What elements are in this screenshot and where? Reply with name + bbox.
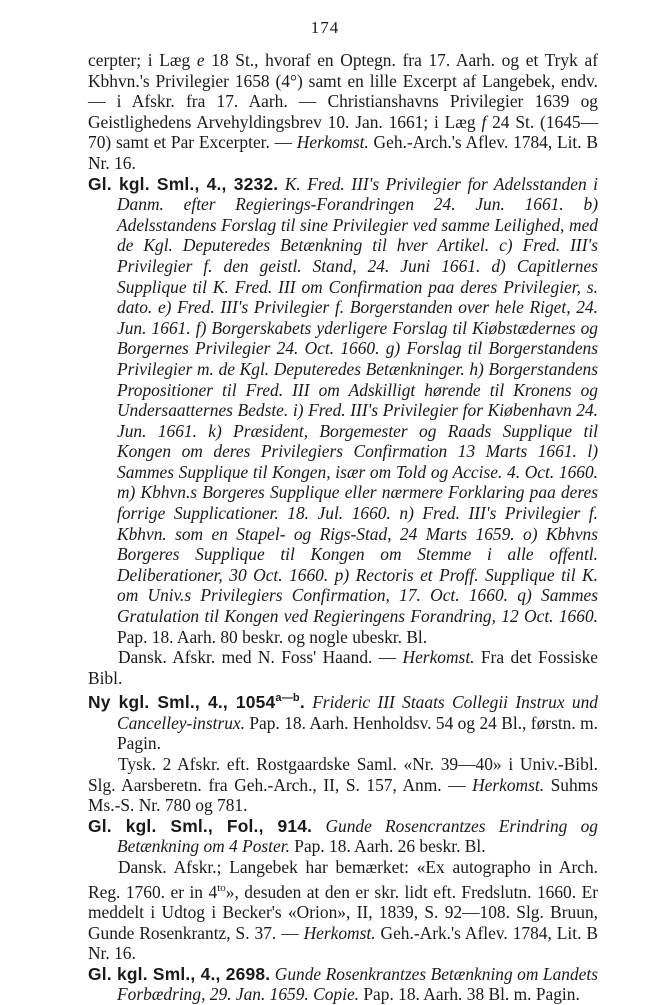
entry-heading: Gl. kgl. Sml., 4., 3232. <box>88 173 279 194</box>
entry-note: Suhms Ms.-S. Nr. 780 og 781. <box>88 774 598 816</box>
entry-2698 <box>88 964 598 1005</box>
herkomst-label: Herkomst. <box>402 647 475 668</box>
entry-description: Pap. 18. Aarh. Henholdsv. 54 og 24 Bl., førstn. m. Pagin. <box>117 712 598 754</box>
entry-title: K. Fred. III's Privilegier for Adelsstanden i Danm. efter Regierings-Forandringen 24. Jun. 1661. b) Adelsstandens Forslag til sine Privilegier ved samme Leilighed, med de Kgl. Deputeredes Betænkning til hver Artikel. c) Fred. III's Privilegier f. den geistl. Stand, 24. Juni 1661. d) Capitlernes Supplique til K. Fred. III om Confirmation paa deres Privilegier, s. dato. e) Fred. III's Privilegier f. Borgerstanden over hele Riget, 24. Jun. 1661. f) Borgerskabets yderligere Forslag til Kiøbstædernes og Borgernes Privilegier 24. Oct. 1660. g) Forslag til Borgerstandens Privilegier m. de Kgl. Deputeredes Betænkninger. h) Borgerstandens Propositioner til Fred. III om Adskilligt hørende til Kronens og Undersaatternes Bedste. i) Fred. III's Privilegier for Kiøbenhavn 24. Jun. 1661. k) Præsident, Borgemester og Raads Supplique til Kongen om deres Privilegiers Confirmation 13 Marts 1661. l) Sammes Supplique til Kongen, især om Told og Accise. 4. Oct. 1660. m) Kbhvn.s Borgeres Supplique eller nærmere Forklaring paa deres forrige Supplicationer. 18. Jul. 1660. n) Fred. III's Privilegier f. Kbhvn. som en Stapel- og Rigs-Stad, 24 Marts 1659. o) Kbhvns Borgeres Supplique til Kongen om Stemme i alle offentl. Deliberationer, 30 Oct. 1660. p) Rectoris et Proff. Supplique til K. om Univ.s Privilegiers Confirmation, 17. Oct. 1660. q) Sammes Gratulation til Kongen ved Regieringens Forandring, 12 Oct. 1660. <box>117 173 598 627</box>
entry-title: Frideric III Staats Collegii Instrux und Cancelley-instrux. <box>117 692 598 733</box>
continuation-italic: e <box>196 50 205 70</box>
herkomst-label: Herkomst. <box>472 774 545 795</box>
entry-note: Fra det Fossiske Bibl. <box>88 647 598 688</box>
continuation-text: 18 St., hvoraf en Optegn. fra 17. Aarh. og et Tryk af Kbhvn.'s Privilegier 1658 (4°) samt en lille Excerpt af Langebek, endv. — i Afskr. fra 17. Aarh. — Christianshavns Privilegier 1639 og Geistlighedens Arvehyldingsbrev 10. Jan. 1661; i Læg <box>88 50 598 132</box>
entry-1054 <box>88 688 598 754</box>
continuation-text: 24 St. (1645—70) samt et Par Excerpter. — <box>88 111 598 153</box>
entry-note: Tysk. 2 Afskr. eft. Rostgaardske Saml. «Nr. 39—40» i Univ.-Bibl. Slg. Aarsberetn. fra Geh.-Arch., II, S. 157, Anm. — <box>88 753 598 795</box>
continuation-paragraph <box>88 50 598 174</box>
page-number: 174 <box>310 18 340 37</box>
entry-note: Dansk. Afskr. med N. Foss' Haand. — <box>118 647 403 668</box>
herkomst-label: Herkomst. <box>296 132 369 153</box>
entry-3232 <box>88 174 598 648</box>
note-superscript: to <box>217 881 226 894</box>
continuation-italic: f <box>481 111 487 132</box>
entry-heading: Gl. kgl. Sml., 4., 2698. <box>88 963 271 984</box>
entry-914-note <box>88 857 598 964</box>
entry-description: Pap. 18. Aarh. 80 beskr. og nogle ubeskr. Bl. <box>117 626 428 647</box>
entry-note: Geh.-Ark.'s Aflev. 1784, Lit. B Nr. 16. <box>88 922 598 964</box>
entry-description: Pap. 18. Aarh. 26 beskr. Bl. <box>289 836 486 857</box>
catalogue-text <box>88 50 598 1005</box>
entry-heading-superscript: a—b <box>275 692 300 705</box>
entry-heading: Gl. kgl. Sml., Fol., 914. <box>88 815 313 836</box>
herkomst-label: Herkomst. <box>303 922 376 943</box>
entry-heading: Ny kgl. Sml., 4., $1054^{a—b}$. <box>88 692 305 713</box>
continuation-text: cerpter; i Læg <box>88 50 197 70</box>
entry-note: Dansk. Afskr.; Langebek har bemærket: «Ex autographo in Arch. Reg. 1760. er in 4 <box>88 856 598 902</box>
entry-note: », desuden at den er skr. lidt eft. Fredslutn. 1660. Er meddelt i Udtog i Becker's «Orion», II, 1839, S. 92—108. Slg. Bruun, Gunde Rosenkrantz, S. 37. — <box>88 881 598 943</box>
entry-3232-note <box>88 647 598 688</box>
entry-title: Gunde Rosenkrantzes Betænkning om Landets Forbædring, 29. Jan. 1659. Copie. <box>117 963 598 1005</box>
entry-1054-note <box>88 754 598 816</box>
entry-914 <box>88 816 598 857</box>
entry-title: Gunde Rosencrantzes Erindring og Betænkning om 4 Poster. <box>117 815 598 857</box>
entry-description: Pap. 18. Aarh. 38 Bl. m. Pagin. <box>359 984 580 1005</box>
continuation-text: Geh.-Arch.'s Aflev. 1784, Lit. B Nr. 16. <box>88 132 598 173</box>
